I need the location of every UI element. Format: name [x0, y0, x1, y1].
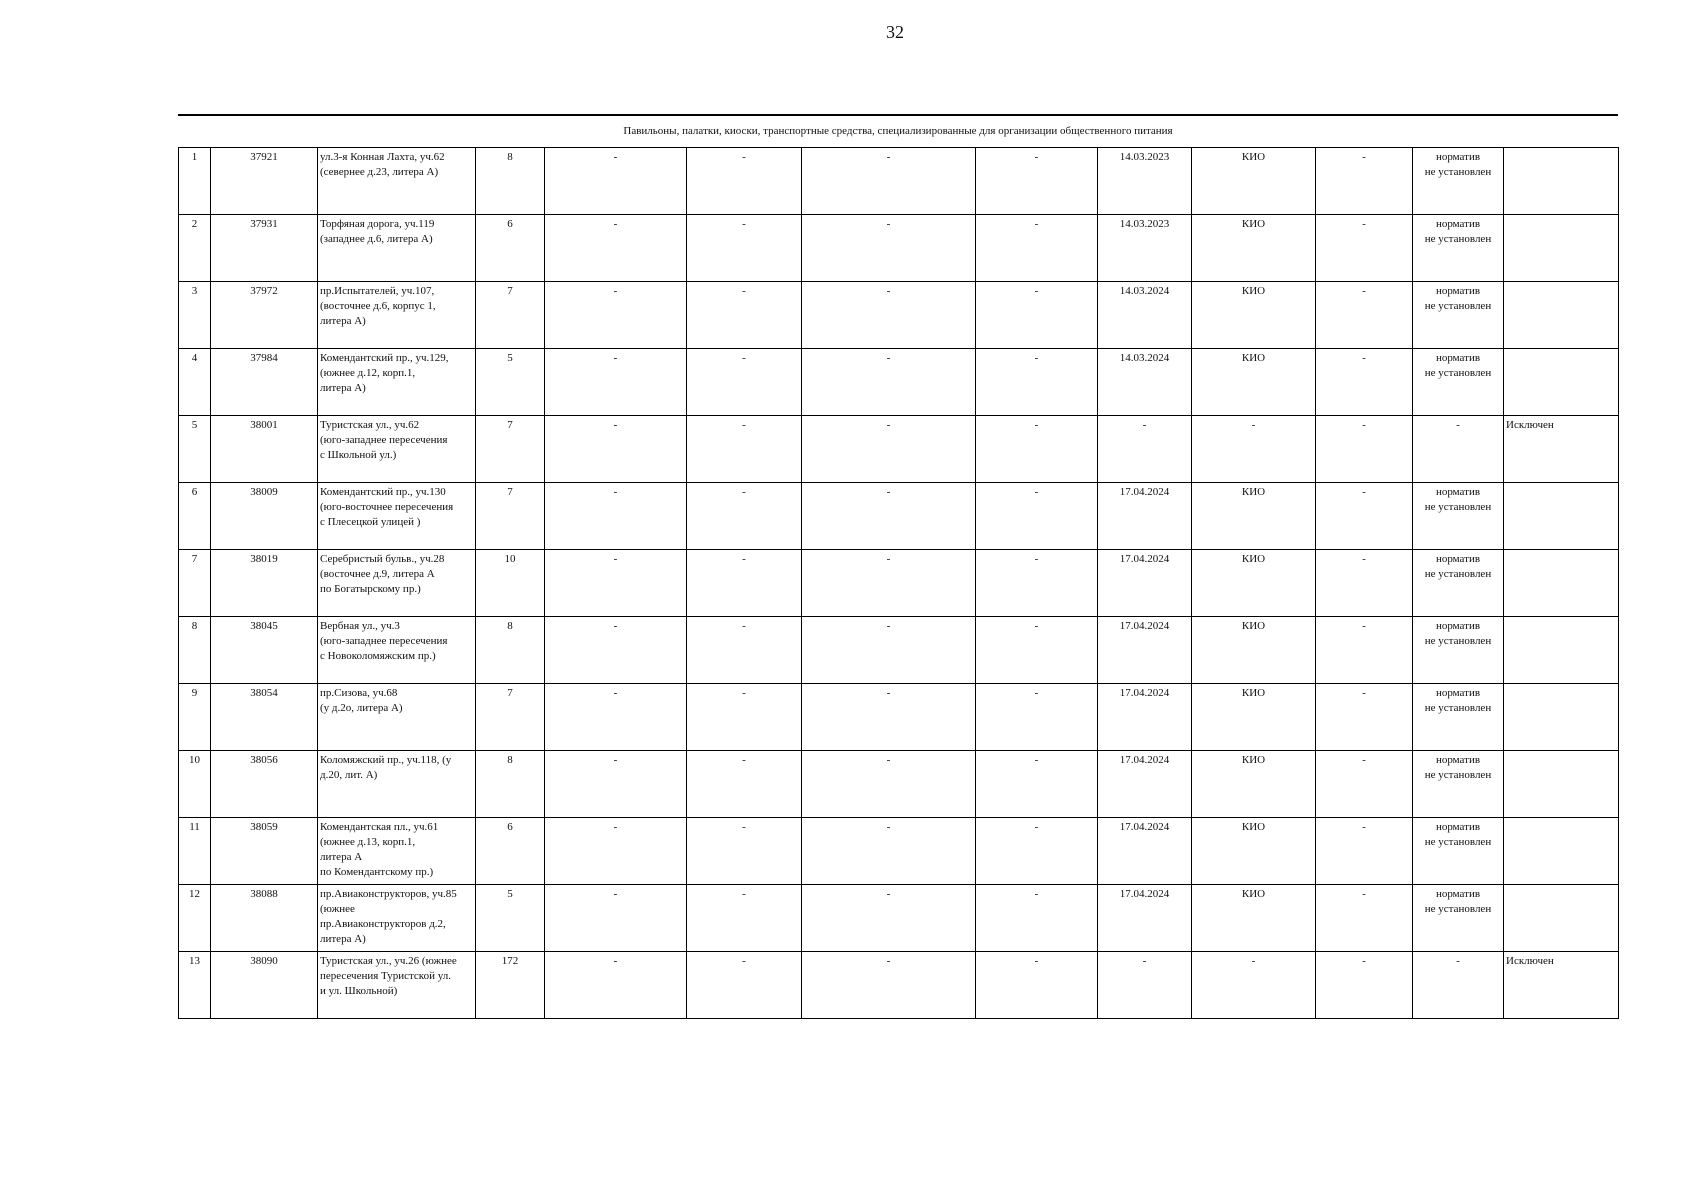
cell-date: 17.04.2024 [1098, 885, 1192, 952]
cell-area: 10 [476, 550, 545, 617]
cell-col-dash-3: - [802, 818, 976, 885]
cell-norm-status: - [1413, 416, 1504, 483]
cell-note [1504, 550, 1619, 617]
cell-col-dash-5: - [1316, 148, 1413, 215]
cell-col-dash-5: - [1316, 282, 1413, 349]
cell-col-dash-2: - [687, 684, 802, 751]
cell-col-dash-1: - [545, 617, 687, 684]
cell-date: 17.04.2024 [1098, 818, 1192, 885]
cell-col-dash-5: - [1316, 684, 1413, 751]
cell-area: 7 [476, 483, 545, 550]
cell-col-dash-1: - [545, 952, 687, 1019]
cell-row-number: 10 [179, 751, 211, 818]
table-row [179, 684, 1619, 751]
cell-col-dash-4: - [976, 684, 1098, 751]
cell-address: пр.Авиаконструкторов, уч.85 (южнее пр.Авиаконструкторов д.2, литера А) [318, 885, 476, 952]
cell-norm-status: норматив не установлен [1413, 349, 1504, 416]
cell-col-dash-1: - [545, 684, 687, 751]
cell-object-code: 37931 [211, 215, 318, 282]
cell-address: Торфяная дорога, уч.119 (западнее д.6, литера А) [318, 215, 476, 282]
cell-date: - [1098, 952, 1192, 1019]
cell-address: ул.3-я Конная Лахта, уч.62 (севернее д.23, литера А) [318, 148, 476, 215]
cell-note [1504, 751, 1619, 818]
cell-object-code: 38019 [211, 550, 318, 617]
table-body [179, 148, 1619, 1019]
cell-row-number: 9 [179, 684, 211, 751]
cell-note [1504, 148, 1619, 215]
cell-row-number: 3 [179, 282, 211, 349]
cell-col-dash-2: - [687, 550, 802, 617]
cell-col-dash-4: - [976, 818, 1098, 885]
cell-col-dash-3: - [802, 483, 976, 550]
cell-date: 17.04.2024 [1098, 751, 1192, 818]
cell-row-number: 2 [179, 215, 211, 282]
cell-row-number: 5 [179, 416, 211, 483]
cell-area: 7 [476, 282, 545, 349]
cell-area: 8 [476, 751, 545, 818]
cell-col-dash-2: - [687, 617, 802, 684]
cell-object-code: 37921 [211, 148, 318, 215]
section-title: Павильоны, палатки, киоски, транспортные средства, специализированные для организации общественного питания [623, 125, 1173, 137]
cell-col-dash-2: - [687, 215, 802, 282]
cell-col-dash-1: - [545, 818, 687, 885]
cell-row-number: 13 [179, 952, 211, 1019]
cell-col-dash-1: - [545, 349, 687, 416]
cell-note: Исключен [1504, 952, 1619, 1019]
cell-object-code: 38001 [211, 416, 318, 483]
cell-norm-status: норматив не установлен [1413, 148, 1504, 215]
cell-col-dash-1: - [545, 416, 687, 483]
table-row [179, 483, 1619, 550]
cell-area: 172 [476, 952, 545, 1019]
cell-col-dash-4: - [976, 550, 1098, 617]
cell-organization: КИО [1192, 148, 1316, 215]
cell-organization: КИО [1192, 818, 1316, 885]
cell-col-dash-1: - [545, 148, 687, 215]
cell-date: 14.03.2023 [1098, 215, 1192, 282]
cell-row-number: 12 [179, 885, 211, 952]
cell-col-dash-3: - [802, 282, 976, 349]
header-rule [178, 114, 1618, 116]
cell-col-dash-4: - [976, 751, 1098, 818]
cell-norm-status: норматив не установлен [1413, 885, 1504, 952]
cell-address: Комендантский пр., уч.130 (юго-восточнее пересечения с Плесецкой улицей ) [318, 483, 476, 550]
cell-area: 6 [476, 215, 545, 282]
cell-date: 17.04.2024 [1098, 483, 1192, 550]
cell-col-dash-3: - [802, 952, 976, 1019]
cell-object-code: 37984 [211, 349, 318, 416]
cell-object-code: 38045 [211, 617, 318, 684]
cell-area: 6 [476, 818, 545, 885]
cell-col-dash-4: - [976, 148, 1098, 215]
cell-col-dash-3: - [802, 148, 976, 215]
cell-organization: КИО [1192, 617, 1316, 684]
cell-address: Вербная ул., уч.3 (юго-западнее пересечения с Новоколомяжским пр.) [318, 617, 476, 684]
cell-note [1504, 282, 1619, 349]
cell-col-dash-2: - [687, 282, 802, 349]
cell-organization: КИО [1192, 483, 1316, 550]
table-row [179, 885, 1619, 952]
cell-row-number: 6 [179, 483, 211, 550]
cell-norm-status: норматив не установлен [1413, 215, 1504, 282]
cell-date: 14.03.2023 [1098, 148, 1192, 215]
cell-col-dash-5: - [1316, 215, 1413, 282]
cell-col-dash-3: - [802, 617, 976, 684]
cell-address: пр.Испытателей, уч.107, (восточнее д.6, корпус 1, литера А) [318, 282, 476, 349]
cell-norm-status: - [1413, 952, 1504, 1019]
cell-object-code: 38054 [211, 684, 318, 751]
cell-col-dash-1: - [545, 282, 687, 349]
cell-col-dash-5: - [1316, 550, 1413, 617]
cell-row-number: 11 [179, 818, 211, 885]
cell-col-dash-1: - [545, 215, 687, 282]
cell-organization: КИО [1192, 885, 1316, 952]
table-row [179, 349, 1619, 416]
cell-col-dash-1: - [545, 751, 687, 818]
cell-organization: КИО [1192, 684, 1316, 751]
cell-norm-status: норматив не установлен [1413, 617, 1504, 684]
cell-organization: КИО [1192, 215, 1316, 282]
placement-table [178, 147, 1619, 1019]
cell-date: 17.04.2024 [1098, 550, 1192, 617]
cell-norm-status: норматив не установлен [1413, 550, 1504, 617]
table-row [179, 215, 1619, 282]
cell-organization: КИО [1192, 282, 1316, 349]
cell-address: Туристская ул., уч.62 (юго-западнее пересечения с Школьной ул.) [318, 416, 476, 483]
cell-row-number: 8 [179, 617, 211, 684]
cell-col-dash-3: - [802, 684, 976, 751]
cell-col-dash-1: - [545, 550, 687, 617]
cell-note [1504, 885, 1619, 952]
cell-address: Коломяжский пр., уч.118, (у д.20, лит. А) [318, 751, 476, 818]
cell-note [1504, 349, 1619, 416]
cell-col-dash-1: - [545, 885, 687, 952]
cell-col-dash-2: - [687, 751, 802, 818]
cell-date: 17.04.2024 [1098, 617, 1192, 684]
cell-col-dash-5: - [1316, 483, 1413, 550]
cell-row-number: 4 [179, 349, 211, 416]
cell-organization: - [1192, 416, 1316, 483]
cell-object-code: 38059 [211, 818, 318, 885]
cell-col-dash-3: - [802, 349, 976, 416]
cell-area: 5 [476, 349, 545, 416]
table-row [179, 751, 1619, 818]
table-row [179, 818, 1619, 885]
cell-address: Туристская ул., уч.26 (южнее пересечения Туристской ул. и ул. Школьной) [318, 952, 476, 1019]
cell-col-dash-2: - [687, 818, 802, 885]
cell-col-dash-2: - [687, 952, 802, 1019]
cell-norm-status: норматив не установлен [1413, 818, 1504, 885]
cell-address: пр.Сизова, уч.68 (у д.2о, литера А) [318, 684, 476, 751]
cell-col-dash-5: - [1316, 885, 1413, 952]
cell-object-code: 37972 [211, 282, 318, 349]
cell-col-dash-4: - [976, 282, 1098, 349]
table-row [179, 416, 1619, 483]
cell-col-dash-2: - [687, 483, 802, 550]
cell-col-dash-3: - [802, 416, 976, 483]
cell-col-dash-4: - [976, 215, 1098, 282]
table-row [179, 617, 1619, 684]
cell-note [1504, 684, 1619, 751]
cell-object-code: 38090 [211, 952, 318, 1019]
cell-address: Серебристый бульв., уч.28 (восточнее д.9, литера А по Богатырскому пр.) [318, 550, 476, 617]
page-number: 32 [886, 22, 904, 42]
cell-norm-status: норматив не установлен [1413, 282, 1504, 349]
cell-date: 14.03.2024 [1098, 282, 1192, 349]
cell-note [1504, 617, 1619, 684]
cell-address: Комендантская пл., уч.61 (южнее д.13, корп.1, литера А по Комендантскому пр.) [318, 818, 476, 885]
cell-area: 8 [476, 617, 545, 684]
cell-col-dash-3: - [802, 885, 976, 952]
cell-norm-status: норматив не установлен [1413, 751, 1504, 818]
cell-col-dash-4: - [976, 952, 1098, 1019]
cell-col-dash-5: - [1316, 751, 1413, 818]
cell-col-dash-4: - [976, 617, 1098, 684]
cell-col-dash-4: - [976, 483, 1098, 550]
cell-note [1504, 483, 1619, 550]
cell-col-dash-3: - [802, 550, 976, 617]
cell-col-dash-5: - [1316, 416, 1413, 483]
cell-col-dash-3: - [802, 215, 976, 282]
cell-col-dash-4: - [976, 885, 1098, 952]
cell-col-dash-1: - [545, 483, 687, 550]
cell-date: - [1098, 416, 1192, 483]
cell-col-dash-5: - [1316, 818, 1413, 885]
cell-col-dash-4: - [976, 349, 1098, 416]
cell-note [1504, 818, 1619, 885]
cell-organization: КИО [1192, 751, 1316, 818]
table-row [179, 550, 1619, 617]
cell-object-code: 38056 [211, 751, 318, 818]
cell-date: 17.04.2024 [1098, 684, 1192, 751]
cell-row-number: 7 [179, 550, 211, 617]
table-row [179, 148, 1619, 215]
cell-norm-status: норматив не установлен [1413, 684, 1504, 751]
cell-row-number: 1 [179, 148, 211, 215]
cell-address: Комендантский пр., уч.129, (южнее д.12, корп.1, литера А) [318, 349, 476, 416]
cell-area: 7 [476, 416, 545, 483]
table-row [179, 952, 1619, 1019]
cell-object-code: 38009 [211, 483, 318, 550]
cell-area: 8 [476, 148, 545, 215]
cell-col-dash-5: - [1316, 617, 1413, 684]
cell-area: 7 [476, 684, 545, 751]
cell-col-dash-2: - [687, 885, 802, 952]
cell-col-dash-2: - [687, 349, 802, 416]
cell-col-dash-5: - [1316, 349, 1413, 416]
table-row [179, 282, 1619, 349]
cell-organization: КИО [1192, 349, 1316, 416]
cell-organization: - [1192, 952, 1316, 1019]
cell-note: Исключен [1504, 416, 1619, 483]
cell-col-dash-4: - [976, 416, 1098, 483]
cell-note [1504, 215, 1619, 282]
cell-norm-status: норматив не установлен [1413, 483, 1504, 550]
cell-date: 14.03.2024 [1098, 349, 1192, 416]
cell-col-dash-3: - [802, 751, 976, 818]
cell-col-dash-2: - [687, 148, 802, 215]
cell-organization: КИО [1192, 550, 1316, 617]
cell-object-code: 38088 [211, 885, 318, 952]
cell-col-dash-5: - [1316, 952, 1413, 1019]
cell-col-dash-2: - [687, 416, 802, 483]
cell-area: 5 [476, 885, 545, 952]
